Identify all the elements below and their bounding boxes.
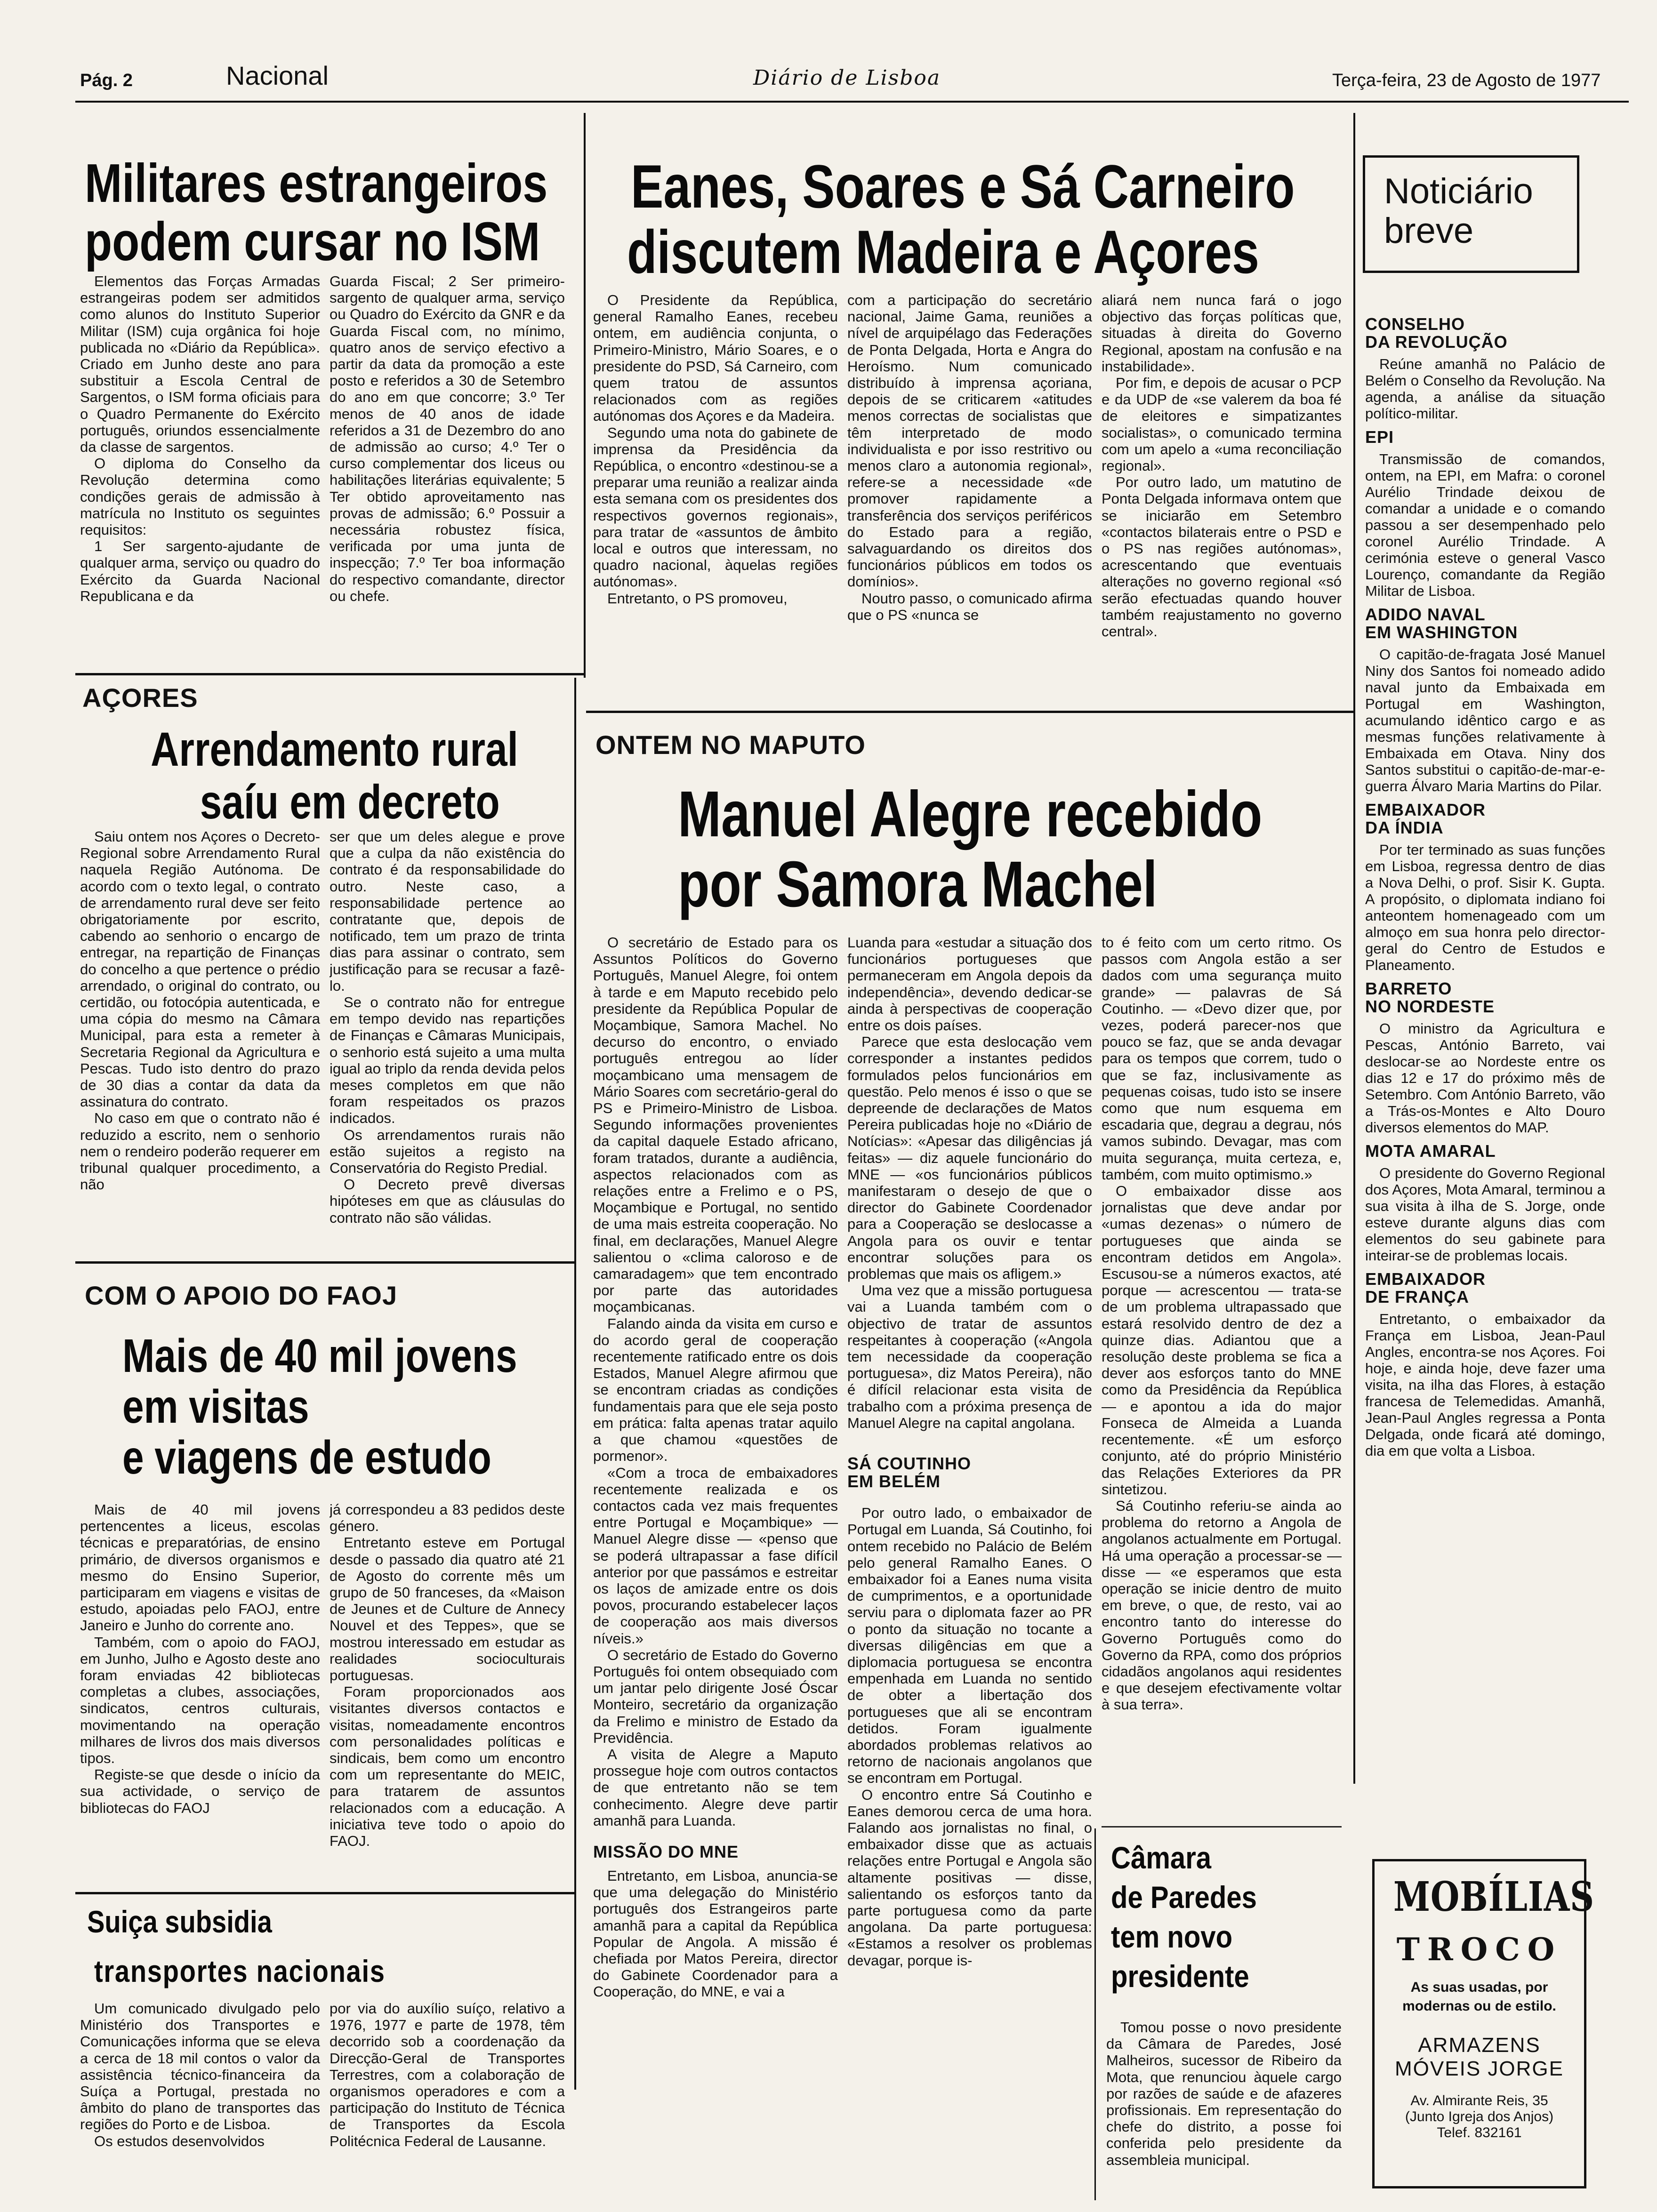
ad-line: As suas usadas, por modernas ou de estilo. <box>1402 1980 1556 2014</box>
divider-ism-eanes <box>584 113 586 678</box>
divider-paredes <box>1094 1828 1096 2200</box>
brief-item: ADIDO NAVAL EM WASHINGTON O capitão-de-fragata José Manuel Niny dos Santos foi nomeado adido naval junto da Embaixada em Portugal em Washington, acumulando idêntico cargo e as mesmas funções relativamente à Embaixada em Otava. Niny dos Santos substitui o capitão-de-mar-e-guerra Álvaro Maria Martins do Pilar. <box>1365 605 1605 794</box>
maputo-column-3: to é feito com um certo ritmo. Os passos com Angola estão a ser dados com uma segurança muito grande» — palavras de Sá Coutinho. — «Devo dizer que, por vezes, poderá parecer-nos que pouco se faz, que se anda devagar para os tempos que correm, tudo o que se faz, inclusivamente as pequenas coisas, tudo isto se insere como que num esquema em escadaria que, degrau a degrau, nós vamos subindo. Devagar, mas com muita segurança, muita certeza, e, também, com muito optimismo.» O embaixador disse aos jornalistas que deve andar por «umas dezenas» o número de portugueses que ainda se encontram detidos em Angola». Escusou-se a números exactos, até porque — acrescentou — trata-se de um problema ultrapassado que estará resolvido dentro de dez a quinze dias. Adiantou que a resolução deste problema se fica a dever aos esforços tanto do MNE como da Presidência da República — e apontou a ida do major Fonseca de Almeida a Luanda recentemente. «É um esforço conjunto, até do próprio Ministério das Relações Exteriores da PR sintetizou. Sá Coutinho referiu-se ainda ao problema do retorno a Angola de angolanos actualmente em Portugal. Há uma operação a processar-se — disse — «e esperamos que esta operação se inicie dentro de muito em breve, o que, de resto, vai ao encontro tanto do interesse do Governo Português como do Governo da RPA, como dos próprios cidadãos angolanos aqui residentes e que desejem efectivamente voltar à sua terra». <box>1102 934 1342 1713</box>
paredes-headline: Câmara de Paredes tem novo presidente <box>1111 1840 1257 1994</box>
ad-company-1: ARMAZENS <box>1418 2034 1541 2057</box>
furniture-ad <box>1372 1859 1594 2188</box>
eanes-column-1: O Presidente da República, general Ramalho Eanes, recebeu ontem, em audiência conjunta, o Primeiro-Ministro, Mário Soares, e o presidente do PSD, Sá Carneiro, com quem tratou de assuntos relacionados com as regiões autónomas dos Açores e da Madeira. Segundo uma nota do gabinete de imprensa da Presidência da República, o encontro «destinou-se a preparar uma reunião a realizar ainda esta semana com os presidentes dos respectivos governos regionais», para tratar de «assuntos de âmbito local e outros que interessam, no quadro nacional, àquelas regiões autónomas». Entretanto, o PS promoveu, <box>593 292 838 607</box>
eanes-headline: Eanes, Soares e Sá Carneiro discutem Madeira e Açores <box>627 152 1295 286</box>
maputo-column-1: O secretário de Estado para os Assuntos Políticos do Governo Português, Manuel Alegre, foi ontem à tarde e em Maputo recebido pelo presidente da República Popular de Moçambique, Samora Machel. No decurso do encontro, o enviado português entregou ao líder moçambicano uma mensagem de Mário Soares com secretário-geral do PS e Primeiro-Ministro de Lisboa. Segundo informações provenientes da capital daquele Estado africano, foram tratados, durante a audiência, aspectos relacionados com as relações entre a Frelimo e o PS, Moçambique e Portugal, no sentido de uma mais estreita cooperação. No final, em declarações, Manuel Alegre salientou o «clima caloroso e de camaradagem» que tem encontrado por parte das autoridades moçambicanas. Falando ainda da visita em curso e do acordo geral de cooperação recentemente ratificado entre os dois Estados, Manuel Alegre afirmou que se encontram criadas as condições fundamentais para que ele seja posto em prática: falta apenas tratar aquilo a que chamou «questões de pormenor». «Com a troca de embaixadores recentemente realizada e os contactos cada vez mais frequentes entre Portugal e Moçambique» — Manuel Alegre disse — «penso que se poderá ultrapassar a fase difícil anterior por que passámos e estreitar os laços de amizade entre os dois povos, procurando estabelecer laços de cooperação aos mais diversos níveis.» O secretário de Estado do Governo Português foi ontem obsequiado com um jantar pelo dirigente José Óscar Monteiro, secretário da organização da Frelimo e ministro de Estado da Previdência. A visita de Alegre a Maputo prossegue hoje com outros contactos de que entretanto não se tem conhecimento. Alegre deve partir amanhã para Luanda. MISSÃO DO MNE Entretanto, em Lisboa, anuncia-se que uma delegação do Ministério português dos Estrangeiros parte amanhã para a capital da República Popular de Angola. A missão é chefiada por Matos Pereira, director do Gabinete Coordenador para a Cooperação, do MNE, e vai a <box>593 934 838 2000</box>
masthead: Diário de Lisboa <box>753 66 941 90</box>
section-label: Nacional <box>226 61 329 90</box>
rule-under-ism <box>75 673 584 675</box>
divider-eanes-brief <box>1353 113 1355 1784</box>
header-rule <box>75 101 1629 103</box>
faoj-column-1: Mais de 40 mil jovens pertencentes a liceus, escolas técnicas e preparatórias, de ensino primário, de diversos organismos e mesmo do Ensino Superior, participaram em viagens e visitas de estudo, apoiadas pelo FAOJ, entre Janeiro e Junho do corrente ano. Também, com o apoio do FAOJ, em Junho, Julho e Agosto deste ano foram enviadas 42 bibliotecas completas a clubes, associações, sindicatos, centros culturais, movimentando na operação milhares de livros dos mais diversos tipos. Registe-se que desde o início da sua actividade, o serviço de bibliotecas do FAOJ <box>80 1501 320 1816</box>
ad-title: MOBÍLIAS <box>1393 1873 1594 1921</box>
faoj-headline: Mais de 40 mil jovens em visitas e viagens de estudo <box>122 1330 517 1484</box>
ad-company-2: MÓVEIS JORGE <box>1395 2057 1564 2080</box>
rule-above-faoj <box>75 1261 574 1264</box>
maputo-subhead-sa: SÁ COUTINHO EM BELÉM <box>847 1454 971 1491</box>
rule-above-paredes <box>1102 1826 1342 1827</box>
rule-above-suica <box>75 1892 574 1894</box>
faoj-column-2: já correspondeu a 83 pedidos deste género. Entretanto esteve em Portugal desde o passado dia quatro até 21 de Agosto do corrente mês um grupo de 50 franceses, da «Maison de Jeunes et de Culture de Annecy Nouvel et des Teppes», que se mostrou interessado em estudar as realidades socioculturais portuguesas. Foram proporcionados aos visitantes diversos contactos e visitas, nomeadamente encontros com personalidades políticas e sindicais, bem como um encontro com um representante do MEIC, para tratarem de assuntos relacionados com a educação. A iniciativa teve todo o apoio do FAOJ. <box>330 1501 565 1850</box>
rule-under-eanes <box>586 711 1353 713</box>
maputo-column-2: Luanda para «estudar a situação dos funcionários portugueses que permaneceram em Angola depois da independência», devendo dedicar-se ainda à perspectivas de cooperação entre os dois países. Parece que esta deslocação vem corresponder a instantes pedidos formulados pelos funcionários em questão. Pelo menos é isso o que se depreende de declarações de Matos Pereira publicadas hoje no «Diário de Notícias»: «Apesar das diligências já feitas» — diz aquele funcionário do MNE — «os funcionários públicos manifestaram o desejo de que o director do Gabinete Coordenador para a Cooperação se deslocasse a Angola para os ouvir e tentar encontrar soluções para os problemas que mais os afligem.» Uma vez que a missão portuguesa vai a Luanda também com o objectivo de tratar de assuntos respeitantes à cooperação («Angola tem necessidade da cooperação portuguesa», diz Matos Pereira), não é difícil relacionar esta visita de trabalho com a próxima presença de Manuel Alegre na capital angolana. SÁ COUTINHO EM BELÉM Por outro lado, o embaixador de Portugal em Luanda, Sá Coutinho, foi ontem recebido no Palácio de Belém pelo general Ramalho Eanes. O embaixador foi a Eanes numa visita de cumprimentos, e a oportunidade serviu para o diplomata fazer ao PR o ponto da situação no tocante a diversas diligências em que a diplomacia portuguesa se encontra empenhada em Luanda no sentido de obter a libertação dos portugueses que ali se encontram detidos. Foram igualmente abordados problemas relativos ao retorno de nacionais angolanos que se encontram em Portugal. O encontro entre Sá Coutinho e Eanes demorou cerca de uma hora. Falando aos jornalistas no final, o embaixador disse que as actuais relações entre Portugal e Angola são altamente positivas — disse, salientando os esforços tanto da parte portuguesa como da parte angolana. Da parte portuguesa: «Estamos a resolver os problemas devagar, porque is- <box>847 934 1092 1969</box>
ism-column-1: Elementos das Forças Armadas estrangeiras podem ser admitidos como alunos do Instituto Superior Militar (ISM) cuja orgânica foi hoje publicada no «Diário da República». Criado em Junho deste ano para substituir a Escola Central de Sargentos, o ISM forma oficiais para o Quadro Permanente do Exército português, oriundos essencialmente da classe de sargentos. O diploma do Conselho da Revolução determina como condições gerais de admissão à matrícula no Instituto os seguintes requisitos: 1 Ser sargento-ajudante de qualquer arma, serviço ou quadro do Exército da Guarda Nacional Republicana e da <box>80 273 320 604</box>
brief-item: CONSELHO DA REVOLUÇÃO Reúne amanhã no Palácio de Belém o Conselho da Revolução. Na agenda, a análise da situação político-militar. <box>1365 315 1605 422</box>
maputo-subhead-mne: MISSÃO DO MNE <box>593 1842 739 1861</box>
suica-column-2: por via do auxílio suíço, relativo a 1976, 1977 e parte de 1978, têm decorrido sob a coordenação da Direcção-Geral de Transportes Terrestres, com a colaboração de organismos operadores e com a participação do Instituto de Técnica de Transportes da Escola Politécnica Federal de Lausanne. <box>330 2000 565 2149</box>
eanes-column-2: com a participação do secretário nacional, Jaime Gama, reuniões a nível de arquipélago das Federações de Ponta Delgada, Horta e Angra do Heroísmo. Num comunicado distribuído à imprensa açoriana, depois de se criticarem «atitudes menos correctas de socialistas que têm interpretado de modo individualista e por isso restritivo ou menos claro a autonomia regional», refere-se a necessidade «de promover rapidamente a transferência dos serviços periféricos do Estado para a região, salvaguardando os direitos dos funcionários públicos em todos os domínios». Noutro passo, o comunicado afirma que o PS «nunca se <box>847 292 1092 623</box>
faoj-kicker: COM O APOIO DO FAOJ <box>85 1281 398 1310</box>
ad-address-1: Av. Almirante Reis, 35 <box>1410 2093 1548 2108</box>
brief-item: EMBAIXADOR DA ÍNDIA Por ter terminado as suas funções em Lisboa, regressa dentro de dias a Nova Delhi, o prof. Sisir K. Gupta. A propósito, o diplomata indiano foi anteontem homenageado com um almoço em sua honra pelo director-geral do Centro de Estudos e Planeamento. <box>1365 800 1605 973</box>
acores-column-1: Saiu ontem nos Açores o Decreto-Regional sobre Arrendamento Rural naquela Região Autónoma. De acordo com o texto legal, o contrato de arrendamento rural deve ser feito obrigatoriamente por escrito, cabendo ao senhorio o encargo de entregar, na repartição de Finanças do concelho a que pertence o prédio arrendado, o original do contrato, ou certidão, ou fotocópia autenticada, e uma cópia do mesmo na Câmara Municipal, para esta a remeter à Secretaria Regional da Agricultura e Pescas. Tudo isto dentro do prazo de 30 dias a contar da data da assinatura do contrato. No caso em que o contrato não é reduzido a escrito, nem o senhorio nem o rendeiro poderão requerer em tribunal qualquer procedimento, a não <box>80 828 320 1193</box>
ad-phone: Telef. 832161 <box>1437 2125 1522 2140</box>
issue-date: Terça-feira, 23 de Agosto de 1977 <box>1332 71 1601 90</box>
maputo-headline: Manuel Alegre recebido por Samora Machel <box>678 778 1263 921</box>
suica-headline-1: Suiça subsidia <box>87 1904 272 1939</box>
ism-headline: Militares estrangeiros podem cursar no ISM <box>85 152 548 272</box>
page-number: Pág. 2 <box>80 71 133 90</box>
paredes-body: Tomou posse o novo presidente da Câmara de Paredes, José Malheiros, sucessor de Ribeiro da Mota, que renunciou àquele cargo por razões de saúde e de afazeres profissionais. Em representação do chefe do distrito, a posse foi conferida pelo presidente da assembleia municipal. <box>1106 2019 1342 2168</box>
acores-column-2: ser que um deles alegue e prove que a culpa da não existência do contrato é da responsabilidade do outro. Neste caso, a responsabilidade pertence ao contratante que, depois de notificado, tem um prazo de trinta dias para assinar o contrato, sem justificação para se recusar a fazê-lo. Se o contrato não for entregue em tempo devido nas repartições de Finanças e Câmaras Municipais, o senhorio está sujeito a uma multa igual ao triplo da renda devida pelos meses completos em que não foram respeitados os prazos indicados. Os arrendamentos rurais não estão sujeitos a registo na Conservatória do Registo Predial. O Decreto prevê diversas hipóteses em que as cláusulas do contrato não são válidas. <box>330 828 565 1226</box>
ad-subtitle: TROCO <box>1396 1931 1562 1968</box>
brief-item: EPI Transmissão de comandos, ontem, na EPI, em Mafra: o coronel Aurélio Trindade deixou de comandar a unidade e o comando passou a ser desempenhado pelo coronel Aurélio Trindade. A cerimónia esteve o general Vasco Lourenço, comandante da Região Militar de Lisboa. <box>1365 427 1605 599</box>
divider-left-column <box>574 678 576 2090</box>
brief-item: EMBAIXADOR DE FRANÇA Entretanto, o embaixador da França em Lisboa, Jean-Paul Angles, encontra-se nos Açores. Foi hoje, e ainda hoje, deve fazer uma visita, na ilha das Flores, à estação francesa de Telemedidas. Amanhã, Jean-Paul Angles regressa a Ponta Delgada, onde ficará até domingo, dia em que volta a Lisboa. <box>1365 1269 1605 1459</box>
suica-headline-2: transportes nacionais <box>94 1954 386 1988</box>
acores-headline: Arrendamento rural saíu em decreto <box>151 722 518 829</box>
suica-column-1: Um comunicado divulgado pelo Ministério dos Transportes e Comunicações informa que se eleva a cerca de 18 mil contos o valor da assistência técnico-financeira da Suíça a Portugal, prestada no âmbito do plano de transportes das regiões do Porto e de Lisboa. Os estudos desenvolvidos <box>80 2000 320 2149</box>
ism-column-2: Guarda Fiscal; 2 Ser primeiro-sargento de qualquer arma, serviço ou Quadro do Exército da GNR e da Guarda Fiscal com, no mínimo, quatro anos de serviço efectivo a partir da data da promoção a este posto e referidos a 30 de Setembro do ano em que concorre; 3.º Ter menos de 40 anos de idade referidos a 31 de Dezembro do ano de admissão ao curso; 4.º Ter o curso complementar dos liceus ou habilitações literárias equivalente; 5 Ter obtido aproveitamento nas provas de admissão; 6.º Possuir a necessária robustez física, verificada por uma junta de inspecção; 7.º Ter boa informação do respectivo comandante, director ou chefe. <box>330 273 565 604</box>
brief-item: MOTA AMARAL O presidente do Governo Regional dos Açores, Mota Amaral, terminou a sua visita à ilha de S. Jorge, onde esteve durante alguns dias com elementos do seu gabinete para inteirar-se de problemas locais. <box>1365 1141 1605 1264</box>
brief-box: Noticiário breve <box>1363 155 1579 273</box>
ad-address-2: (Junto Igreja dos Anjos) <box>1405 2109 1554 2124</box>
brief-item: BARRETO NO NORDESTE O ministro da Agricultura e Pescas, António Barreto, vai deslocar-se ao Nordeste entre os dias 12 e 17 do próximo mês de Setembro. Com António Barreto, vão a Trás-os-Montes e Alto Douro diversos elementos do MAP. <box>1365 979 1605 1136</box>
acores-kicker: AÇORES <box>82 683 198 713</box>
eanes-column-3: aliará nem nunca fará o jogo objectivo das forças políticas que, situadas à direita do Governo Regional, apostam na confusão e na instabilidade». Por fim, e depois de acusar o PCP e da UDP de «se valerem da boa fé de eleitores e simpatizantes socialistas», o comunicado termina com um apelo a «uma reconciliação regional». Por outro lado, um matutino de Ponta Delgada informava ontem que se iniciarão em Setembro «contactos bilaterais entre o PSD e o PS nas regiões autónomas», acrescentando que eventuais alterações no governo regional «só serão efectuadas quando houver também reajustamento no governo central». <box>1102 292 1342 640</box>
maputo-kicker: ONTEM NO MAPUTO <box>595 730 866 760</box>
brief-list <box>1365 315 1605 1784</box>
